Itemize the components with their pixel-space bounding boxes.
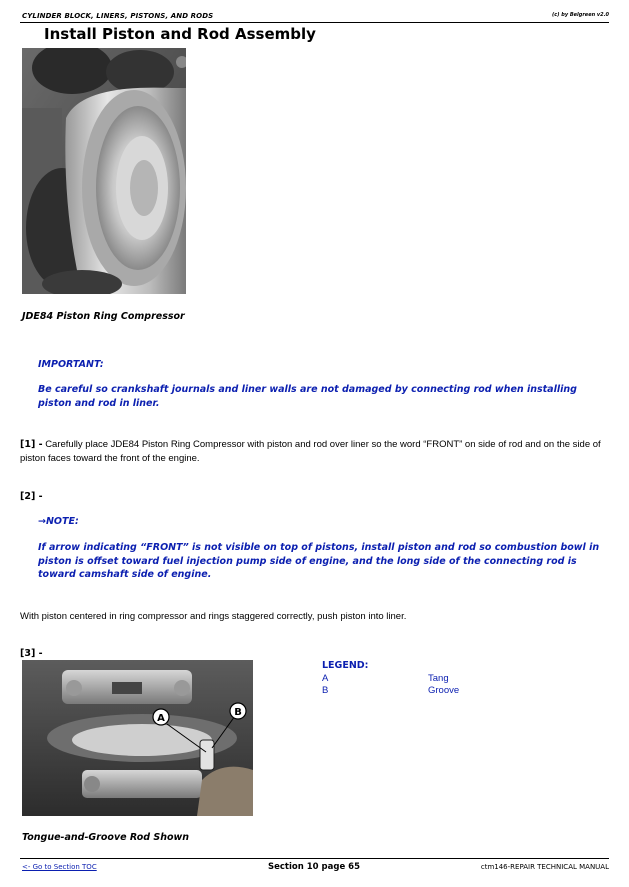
manual-name: ctm146-REPAIR TECHNICAL MANUAL	[480, 863, 609, 871]
legend-key: A	[322, 673, 329, 684]
callout-b: B	[234, 707, 242, 718]
header-divider	[20, 22, 609, 23]
step1-text: Carefully place JDE84 Piston Ring Compressor with piston and rod over liner so the word “FRONT” on side of rod and on the side of piston faces toward the front of the engine.	[20, 439, 601, 464]
legend-key: B	[322, 685, 329, 696]
important-text: Be careful so crankshaft journals and liner walls are not damaged by connecting rod when installing piston and rod in liner.	[38, 384, 577, 409]
figure1-caption: JDE84 Piston Ring Compressor	[22, 311, 185, 322]
header-section-title: CYLINDER BLOCK, LINERS, PISTONS, AND RODS	[22, 12, 214, 20]
step1-paragraph	[20, 438, 610, 466]
note-text: If arrow indicating “FRONT” is not visible on top of pistons, install piston and rod so combustion bowl in piston is offset toward fuel injection pump side of engine, and the long side of the connecting rod is toward camshaft side of engine.	[38, 542, 600, 580]
figure2-caption: Tongue-and-Groove Rod Shown	[22, 832, 190, 843]
step2-label: [2] -	[20, 491, 43, 502]
tongue-groove-rod-photo	[22, 660, 253, 816]
important-label: IMPORTANT:	[38, 359, 104, 370]
callout-a: A	[157, 713, 165, 724]
step1-label: [1] -	[20, 439, 43, 450]
legend-title: LEGEND:	[322, 660, 369, 671]
page-number: Section 10 page 65	[268, 862, 360, 872]
legend-value: Tang	[428, 673, 449, 684]
legend-value: Groove	[428, 685, 460, 696]
section-toc-link[interactable]: <- Go to Section TOC	[22, 863, 97, 871]
page-title: Install Piston and Rod Assembly	[44, 25, 316, 43]
push-piston-text: With piston centered in ring compressor and rings staggered correctly, push piston into liner.	[20, 611, 407, 622]
header-credit: (c) by Belgreen v2.0	[551, 12, 609, 18]
footer-divider	[20, 858, 609, 859]
piston-ring-compressor-photo	[22, 48, 186, 294]
step3-label: [3] -	[20, 648, 43, 659]
note-label: →NOTE:	[38, 516, 79, 527]
